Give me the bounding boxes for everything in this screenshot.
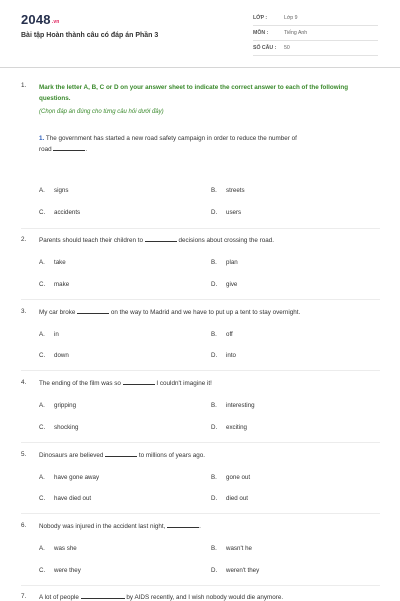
option-letter: A. — [39, 331, 45, 338]
option-b[interactable] — [211, 545, 252, 552]
question-3-post: on the way to Madrid and we have to put up a tent to stay overnight. — [110, 309, 301, 316]
option-text: take — [54, 259, 66, 266]
option-letter: B. — [211, 402, 217, 409]
option-c[interactable] — [39, 495, 91, 502]
option-letter: D. — [211, 424, 218, 431]
option-text: gripping — [54, 402, 77, 409]
question-6-post: . — [199, 523, 201, 530]
question-divider — [21, 228, 380, 229]
option-c[interactable] — [39, 424, 78, 431]
option-letter: B. — [211, 474, 217, 481]
option-letter: C. — [39, 567, 46, 574]
option-text: was she — [54, 545, 77, 552]
option-letter: A. — [39, 259, 45, 266]
option-letter: B. — [211, 545, 217, 552]
option-letter: C. — [39, 352, 46, 359]
option-text: accidents — [54, 209, 81, 216]
question-1-end: . — [85, 146, 88, 153]
option-b[interactable] — [211, 259, 238, 266]
option-letter: B. — [211, 187, 217, 194]
option-a[interactable] — [39, 402, 76, 409]
option-letter: C. — [39, 209, 46, 216]
option-d[interactable] — [211, 567, 259, 574]
option-text: plan — [226, 259, 238, 266]
question-7-number: 7. — [21, 593, 27, 600]
question-divider — [21, 370, 380, 371]
meta-subject-value: Tiếng Anh — [284, 30, 308, 36]
option-text: off — [226, 331, 233, 338]
question-4-number: 4. — [21, 379, 27, 386]
option-text: died out — [226, 495, 249, 502]
header-divider — [0, 67, 400, 68]
option-text: have died out — [54, 495, 92, 502]
option-text: were they — [54, 567, 81, 574]
option-a[interactable] — [39, 474, 99, 481]
option-a[interactable] — [39, 331, 59, 338]
option-text: exciting — [226, 424, 247, 431]
option-text: interesting — [226, 402, 255, 409]
option-a[interactable] — [39, 187, 68, 194]
option-letter: A. — [39, 545, 45, 552]
option-letter: A. — [39, 187, 45, 194]
document-title: Bài tập Hoàn thành câu có đáp án Phần 3 — [21, 32, 159, 39]
question-1-text: The government has started a new road safety campaign in order to reduce the number of — [45, 135, 297, 142]
option-b[interactable] — [211, 331, 233, 338]
document-header — [0, 0, 400, 62]
question-divider — [21, 442, 380, 443]
option-text: give — [226, 281, 238, 288]
option-d[interactable] — [211, 352, 236, 359]
option-text: into — [226, 352, 236, 359]
question-6-number: 6. — [21, 522, 27, 529]
question-7-pre: A lot of people — [39, 594, 79, 601]
meta-subject — [253, 27, 378, 41]
option-d[interactable] — [211, 495, 248, 502]
meta-grade-label: LỚP : — [253, 15, 268, 21]
option-text: wasn't he — [226, 545, 252, 552]
question-5-pre: Dinosaurs are believed — [39, 452, 104, 459]
answer-blank — [145, 236, 177, 242]
meta-grade — [253, 12, 378, 26]
meta-question-count — [253, 42, 378, 56]
instruction-text: Mark the letter A, B, C or D on your answer sheet to indicate the correct answer to each of the following questions. — [39, 84, 349, 102]
option-text: in — [54, 331, 59, 338]
option-d[interactable] — [211, 424, 247, 431]
question-4-pre: The ending of the film was so — [39, 380, 121, 387]
option-letter: A. — [39, 402, 45, 409]
option-letter: D. — [211, 209, 218, 216]
site-logo[interactable] — [21, 12, 60, 27]
option-b[interactable] — [211, 187, 245, 194]
option-c[interactable] — [39, 352, 69, 359]
option-letter: D. — [211, 567, 218, 574]
meta-count-value: 50 — [284, 45, 290, 51]
question-1-text-cont: road — [39, 146, 52, 153]
option-letter: D. — [211, 495, 218, 502]
logo-text: 2048 — [21, 12, 51, 27]
option-letter: A. — [39, 474, 45, 481]
question-5-number: 5. — [21, 451, 27, 458]
option-letter: C. — [39, 424, 46, 431]
section-number: 1. — [21, 82, 27, 89]
option-a[interactable] — [39, 259, 66, 266]
option-d[interactable] — [211, 281, 237, 288]
answer-blank — [53, 145, 88, 153]
question-2-post: decisions about crossing the road. — [178, 237, 275, 244]
option-text: gone out — [226, 474, 251, 481]
option-text: make — [54, 281, 70, 288]
question-divider — [21, 513, 380, 514]
option-letter: C. — [39, 281, 46, 288]
question-2-pre: Parents should teach their children to — [39, 237, 143, 244]
option-text: signs — [54, 187, 69, 194]
question-6-pre: Nobody was injured in the accident last night, — [39, 523, 166, 530]
logo-domain: .vn — [51, 19, 60, 25]
question-5-post: to millions of years ago. — [138, 452, 206, 459]
option-letter: B. — [211, 259, 217, 266]
option-letter: D. — [211, 281, 218, 288]
option-a[interactable] — [39, 545, 77, 552]
question-3-pre: My car broke — [39, 309, 76, 316]
option-letter: C. — [39, 495, 46, 502]
answer-blank — [167, 522, 199, 528]
option-c[interactable] — [39, 567, 81, 574]
meta-subject-label: MÔN : — [253, 30, 269, 36]
question-3-number: 3. — [21, 308, 27, 315]
answer-blank — [123, 379, 155, 385]
option-c[interactable] — [39, 281, 69, 288]
meta-count-label: SỐ CÂU : — [253, 45, 277, 51]
option-c[interactable] — [39, 209, 80, 216]
option-letter: D. — [211, 352, 218, 359]
option-text: weren't they — [226, 567, 260, 574]
meta-grade-value: Lớp 9 — [284, 15, 298, 21]
question-4-post: I couldn't imagine it! — [156, 380, 212, 387]
option-text: have gone away — [54, 474, 100, 481]
option-b[interactable] — [211, 474, 250, 481]
question-7-post: by AIDS recently, and I wish nobody would die anymore. — [126, 594, 284, 601]
option-d[interactable] — [211, 209, 241, 216]
answer-blank — [105, 451, 137, 457]
option-letter: B. — [211, 331, 217, 338]
question-2-number: 2. — [21, 236, 27, 243]
answer-blank — [77, 308, 109, 314]
question-1-number: 1. — [39, 135, 45, 142]
option-b[interactable] — [211, 402, 255, 409]
option-text: down — [54, 352, 69, 359]
option-text: streets — [226, 187, 245, 194]
instruction-hint: (Chọn đáp án đúng cho từng câu hỏi dưới đây) — [39, 109, 164, 115]
option-text: shocking — [54, 424, 79, 431]
answer-blank — [81, 593, 125, 599]
question-divider — [21, 299, 380, 300]
question-divider — [21, 585, 380, 586]
option-text: users — [226, 209, 242, 216]
